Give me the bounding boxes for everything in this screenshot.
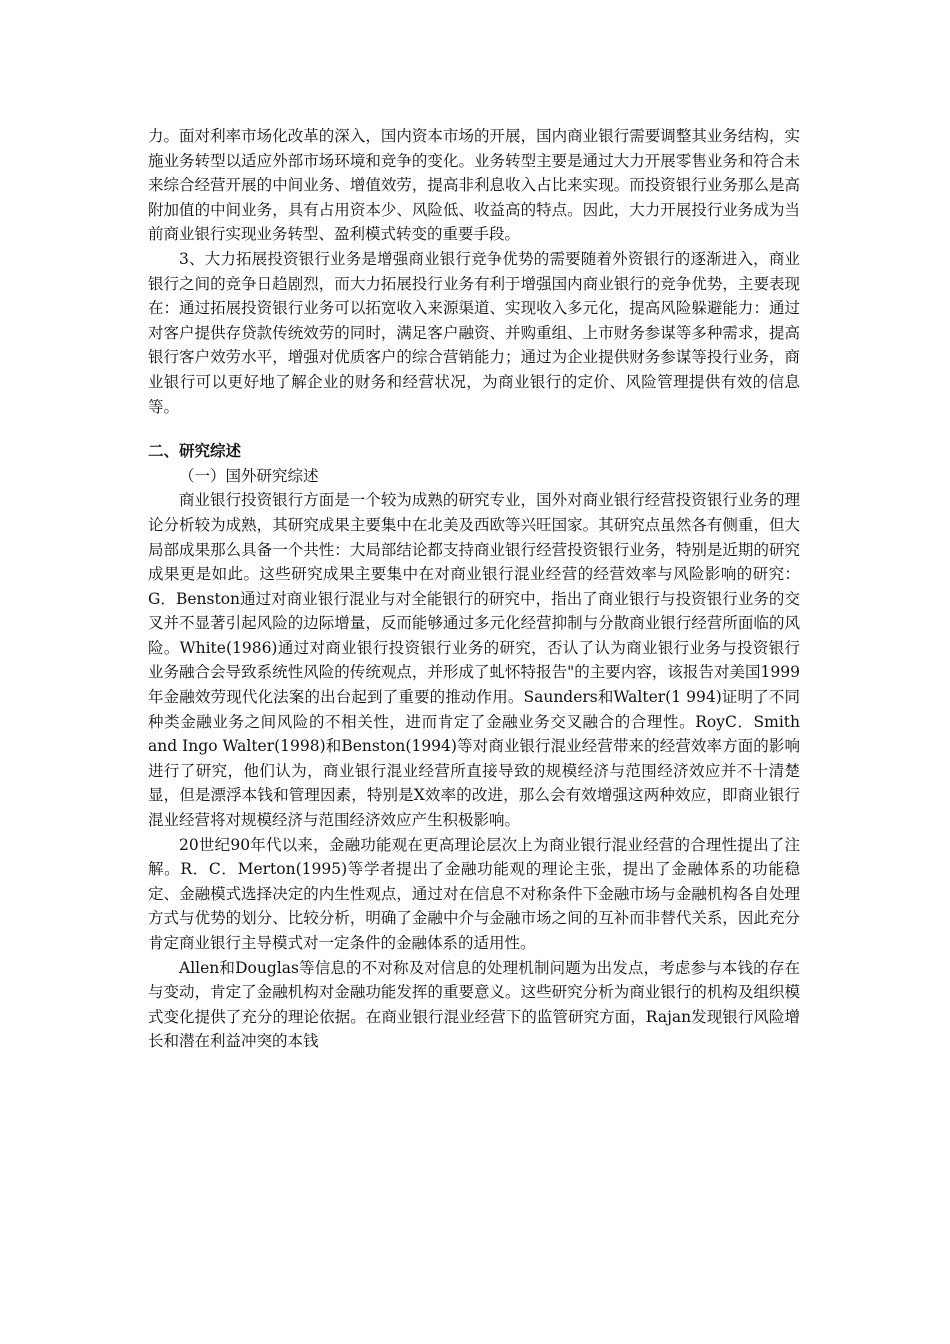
document-page xyxy=(148,124,800,1054)
section-title: 二、研究综述 xyxy=(148,441,242,461)
paragraph-3: 商业银行投资银行方面是一个较为成熟的研究专业，国外对商业银行经营投资银行业务的理论分析较为成熟，其研究成果主要集中在北美及西欧等兴旺国家。其研究点虽然各有侧重，但大局部成果那么具备一个共性：大局部结论都支持商业银行经营投资银行业务，特别是近期的研究成果更是如此。这些研究成果主要集中在对商业银行混业经营的经营效率与风险影响的研究：G．Benston通过对商业银行混业与对全能银行的研究中，指出了商业银行与投资银行业务的交叉并不显著引起风险的边际增量，反而能够通过多元化经营抑制与分散商业银行经营所面临的风险。White(1986)通过对商业银行投资银行业务的研究，否认了认为商业银行业务与投资银行业务融合会导致系统性风险的传统观点，并形成了虬怀特报告"的主要内容，该报告对美国1999年金融效劳现代化法案的出台起到了重要的推动作用。Saunders和Walter(1 994)证明了不同种类金融业务之间风险的不相关性，进而肯定了金融业务交叉融合的合理性。RoyC．Smith and Ingo Walter(1998)和Benston(1994)等对商业银行混业经营带来的经营效率方面的影响进行了研究，他们认为，商业银行混业经营所直接导致的规模经济与范围经济效应并不十清楚显，但是漂浮本钱和管理因素，特别是X效率的改进，那么会有效增强这两种效应，即商业银行混业经营将对规模经济与范围经济效应产生积极影响。 xyxy=(148,491,800,830)
subsection-title: （一）国外研究综述 xyxy=(179,466,319,485)
paragraph-1: 力。面对利率市场化改革的深入，国内资本市场的开展，国内商业银行需要调整其业务结构，实施业务转型以适应外部市场环境和竞争的变化。业务转型主要是通过大力开展零售业务和符合未来综合经营开展的中间业务、增值效劳，提高非利息收入占比来实现。而投资银行业务那么是高附加值的中间业务，具有占用资本少、风险低、收益高的特点。因此，大力开展投行业务成为当前商业银行实现业务转型、盈利模式转变的重要手段。 xyxy=(148,127,800,244)
paragraph-4: 20世纪90年代以来，金融功能观在更高理论层次上为商业银行混业经营的合理性提出了注解。R．C．Merton(1995)等学者提出了金融功能观的理论主张，提出了金融体系的功能稳定、金融模式选择决定的内生性观点，通过对在信息不对称条件下金融市场与金融机构各自处理方式与优势的划分、比较分析，明确了金融中介与金融市场之间的互补而非替代关系，因此充分肯定商业银行主导模式对一定条件的金融体系的适用性。 xyxy=(148,835,800,952)
paragraph-2: 3、大力拓展投资银行业务是增强商业银行竞争优势的需要随着外资银行的逐渐进入，商业银行之间的竞争日趋剧烈，而大力拓展投行业务有利于增强国内商业银行的竞争优势，主要表现在：通过拓展投资银行业务可以拓宽收入来源渠道、实现收入多元化，提高风险躲避能力：通过对客户提供存贷款传统效劳的同时，满足客户融资、并购重组、上市财务参谋等多种需求，提高银行客户效劳水平，增强对优质客户的综合营销能力；通过为企业提供财务参谋等投行业务，商业银行可以更好地了解企业的财务和经营状况，为商业银行的定价、风险管理提供有效的信息等。 xyxy=(148,249,800,416)
paragraph-5: Allen和Douglas等信息的不对称及对信息的处理机制问题为出发点，考虑参与本钱的存在与变动，肯定了金融机构对金融功能发挥的重要意义。这些研究分析为商业银行的机构及组织模式变化提供了充分的理论依据。在商业银行混业经营下的监管研究方面，Rajan发现银行风险增长和潜在利益冲突的本钱 xyxy=(148,958,800,1051)
